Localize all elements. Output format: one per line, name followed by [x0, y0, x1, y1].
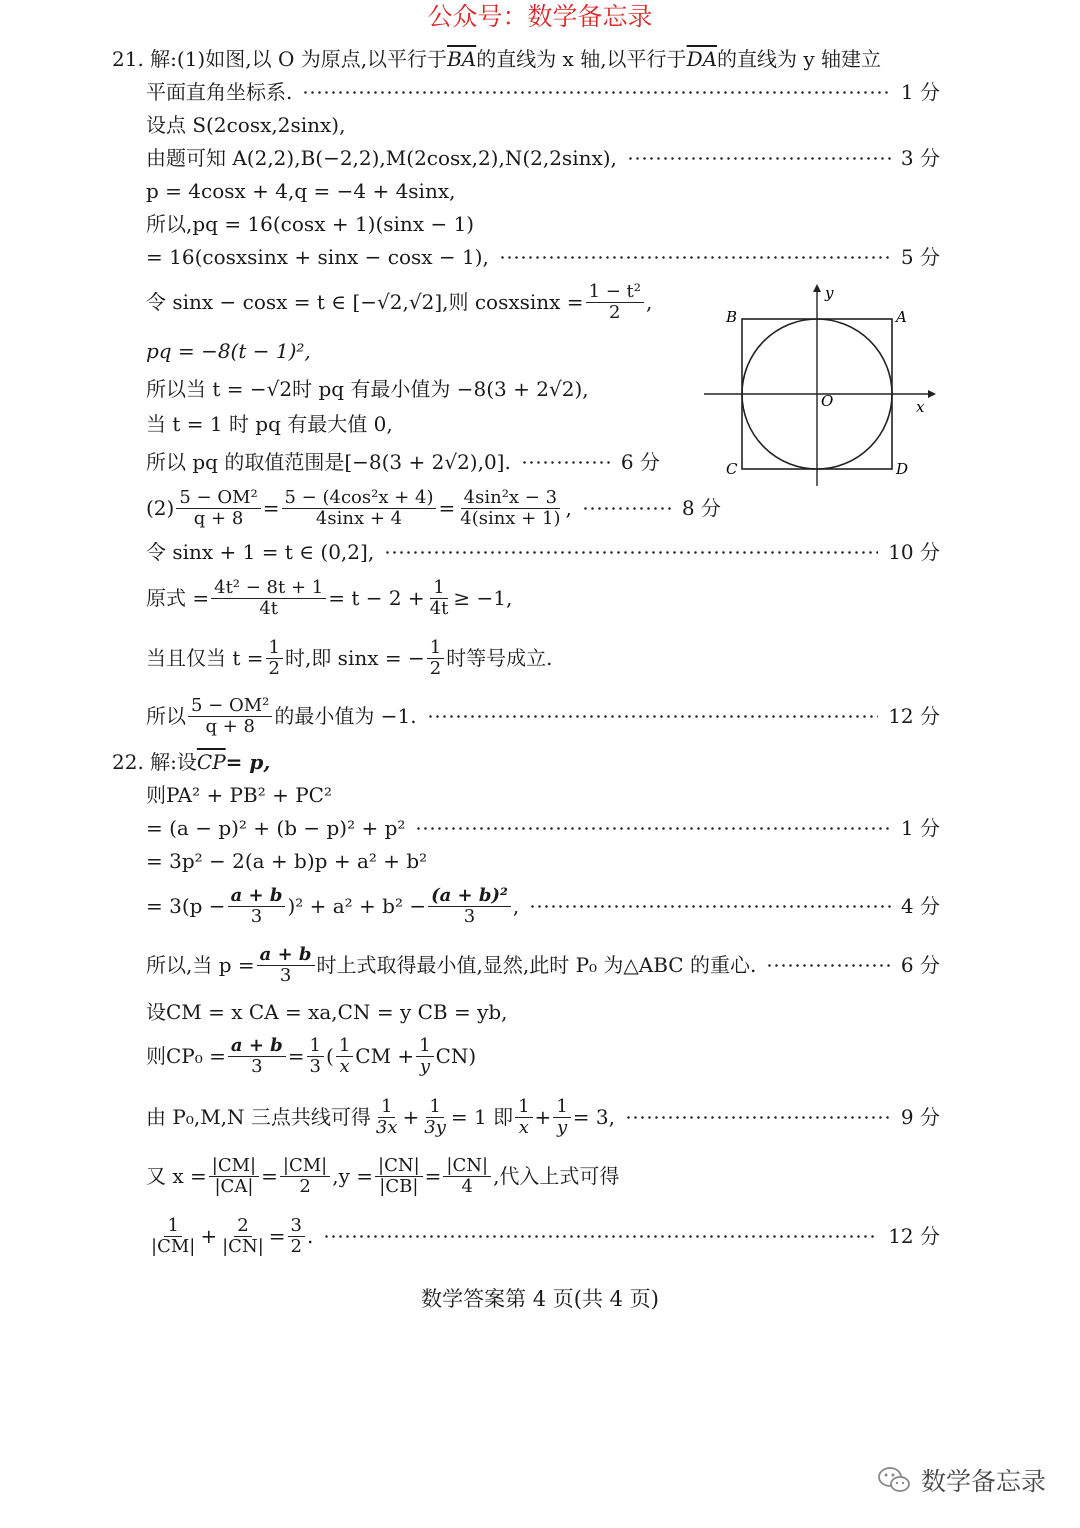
denominator: |CN|: [222, 1235, 264, 1257]
leader-dots: [521, 461, 611, 464]
text: 的直线为 y 轴建立: [717, 47, 882, 71]
text: =: [262, 496, 280, 520]
y-axis-arrow-icon: [813, 284, 821, 292]
wechat-icon: [877, 1465, 911, 1495]
label-x: x: [916, 398, 925, 416]
leader-dots: [582, 507, 672, 510]
vector-da: $\overline{DA}$: [686, 47, 718, 71]
q22-line-5: [146, 884, 940, 928]
leader-dots: [302, 91, 891, 94]
denominator: y: [419, 1055, 430, 1077]
text: 由 P₀,M,N 三点共线可得: [146, 1105, 371, 1129]
leader-dots: [627, 157, 891, 160]
label-d: D: [896, 460, 909, 478]
numerator: |CN|: [375, 1156, 423, 1177]
text: p = 4cosx + 4,q = −4 + 4sinx,: [146, 179, 456, 203]
denominator: |CB|: [379, 1175, 419, 1197]
denominator: q + 8: [193, 507, 244, 529]
denominator: 4t: [259, 597, 279, 619]
text: 的直线为 x 轴,以平行于: [476, 47, 687, 71]
vector-ba: $\overline{BA}$: [447, 47, 477, 71]
q21-line-1: [112, 42, 940, 76]
label-y: y: [825, 284, 834, 302]
q22-line-7: [146, 995, 508, 1029]
text: (2): [146, 496, 175, 520]
fraction: [288, 1216, 305, 1257]
q22-line-9: [146, 1095, 940, 1139]
fraction: [427, 638, 444, 679]
text: = 16(cosxsinx + sinx − cosx − 1),: [146, 245, 489, 269]
q21-line-14: [146, 535, 940, 569]
fraction: [336, 1036, 353, 1077]
text: +: [402, 1105, 420, 1129]
fraction: [257, 945, 315, 986]
denominator: |CA|: [214, 1175, 254, 1197]
denominator: 2: [609, 301, 621, 323]
q21-line-17: [146, 694, 940, 738]
numerator: a + b: [228, 886, 286, 907]
text: 时等号成立.: [446, 646, 553, 670]
denominator: q + 8: [205, 715, 255, 737]
text: 所以当 t = −√2时 pq 有最小值为 −8(3 + 2√2),: [146, 377, 589, 401]
leader-dots: [427, 715, 879, 718]
text: 时,即 sinx = −: [284, 646, 425, 670]
leader-dots: [625, 1116, 891, 1119]
denominator: 2: [429, 657, 442, 679]
watermark-text: 数学备忘录: [920, 1467, 1046, 1496]
text: ,: [646, 290, 653, 314]
q21-line-7: [146, 240, 940, 274]
score: 4 分: [900, 894, 940, 918]
numerator: |CN|: [443, 1156, 491, 1177]
text: 21. 解:(1)如图,以 O 为原点,以平行于: [112, 47, 448, 71]
numerator: 1: [427, 638, 444, 659]
numerator: 3: [288, 1216, 305, 1237]
text: =: [261, 1164, 278, 1188]
fraction: [586, 282, 644, 323]
text: 原式 =: [146, 586, 210, 610]
text: 则CP₀ =: [146, 1044, 226, 1068]
denominator: 3: [251, 1055, 263, 1077]
denominator: 4sinx + 4: [315, 507, 403, 529]
text: +: [534, 1105, 552, 1129]
text: = (a − p)² + (b − p)² + p²: [146, 816, 406, 840]
q21-line-5: [146, 174, 455, 208]
denominator: y: [556, 1116, 568, 1138]
q21-line-13: [146, 486, 721, 530]
text: =: [438, 496, 456, 520]
fraction: [443, 1156, 491, 1197]
fraction: [228, 886, 286, 927]
q21-line-4: [146, 141, 940, 175]
q22-line-11: [146, 1214, 940, 1258]
score: 6 分: [620, 450, 660, 474]
numerator: 5 − (4cos²x + 4): [282, 488, 437, 509]
denominator: 2: [268, 657, 280, 679]
text: =: [424, 1164, 442, 1188]
q22-line-2: [146, 778, 332, 812]
leader-dots: [766, 964, 891, 967]
numerator: 1: [426, 1097, 443, 1118]
watermark: [877, 1458, 1046, 1502]
leader-dots: [384, 551, 878, 554]
score: 12 分: [888, 704, 940, 728]
text: = 1 即: [450, 1105, 514, 1129]
score: 9 分: [900, 1105, 940, 1129]
fraction: [176, 488, 260, 529]
text: 令 sinx − cosx = t ∈ [−√2,√2],则 cosxsinx =: [146, 290, 584, 314]
fraction: [457, 488, 563, 529]
denominator: 3y: [424, 1116, 446, 1138]
fraction: [373, 1097, 401, 1138]
text: ≥ −1,: [453, 586, 513, 610]
fraction: [307, 1036, 324, 1077]
label-b: B: [726, 308, 738, 326]
q22-line-3: [146, 811, 940, 845]
text: 当 t = 1 时 pq 有最大值 0,: [146, 412, 393, 436]
q22-line-8: [146, 1034, 476, 1078]
numerator: 5 − OM²: [176, 488, 260, 509]
q21-line-6: [146, 207, 474, 241]
text: 设点 S(2cosx,2sinx),: [146, 113, 346, 137]
q21-line-8: [146, 280, 652, 324]
fraction: [209, 1156, 259, 1197]
q21-line-16: [146, 636, 553, 680]
numerator: a + b: [257, 945, 315, 966]
numerator: 1: [378, 1097, 395, 1118]
text: 当且仅当 t =: [146, 646, 264, 670]
leader-dots: [323, 1235, 878, 1238]
fraction: [416, 1036, 433, 1077]
fraction: [211, 578, 326, 619]
text: 22. 解:设: [112, 750, 197, 774]
text: = 3p² − 2(a + b)p + a² + b²: [146, 849, 428, 873]
label-c: C: [726, 460, 738, 478]
text: CN): [435, 1044, 477, 1068]
denominator: 3: [279, 964, 292, 986]
x-axis-arrow-icon: [928, 390, 936, 398]
numerator: 1: [164, 1216, 181, 1237]
text: 则PA² + PB² + PC²: [146, 783, 332, 807]
fraction: [228, 1036, 286, 1077]
numerator: 1: [266, 638, 283, 659]
label-o: O: [821, 392, 834, 410]
score: 1 分: [900, 80, 940, 104]
text: 所以,pq = 16(cosx + 1)(sinx − 1): [146, 212, 475, 236]
denominator: 3x: [375, 1116, 398, 1138]
fraction: [515, 1097, 532, 1138]
leader-dots: [529, 905, 891, 908]
text: 令 sinx + 1 = t ∈ (0,2],: [146, 540, 375, 564]
denominator: 4: [461, 1175, 473, 1197]
fraction: [427, 578, 452, 619]
text: = t − 2 +: [328, 586, 425, 610]
q21-line-11: [146, 407, 393, 441]
denominator: 3: [309, 1055, 321, 1077]
numerator: 1: [553, 1097, 570, 1118]
score: 3 分: [900, 146, 940, 170]
text: +: [200, 1224, 218, 1248]
numerator: 4t² − 8t + 1: [211, 578, 326, 599]
header-banner: 公众号：数学备忘录: [427, 2, 653, 31]
text: 所以,当 p =: [146, 953, 255, 977]
text: 所以 pq 的取值范围是[−8(3 + 2√2),0].: [146, 450, 511, 474]
leader-dots: [499, 256, 891, 259]
text: 又 x =: [146, 1164, 207, 1188]
text: 的最小值为 −1.: [274, 704, 417, 728]
numerator: a + b: [228, 1036, 286, 1057]
text: 设CM = x CA = xa,CN = y CB = yb,: [146, 1000, 508, 1024]
numerator: 1: [307, 1036, 324, 1057]
leader-dots: [415, 827, 891, 830]
q22-line-6: [146, 943, 940, 987]
denominator: 2: [299, 1175, 311, 1197]
fraction: [375, 1156, 423, 1197]
fraction: [421, 1097, 449, 1138]
numerator: 4sin²x − 3: [461, 488, 560, 509]
vector-cp: $\overline{CP}$: [196, 750, 226, 774]
denominator: 4(sinx + 1): [460, 507, 561, 529]
text: 所以: [146, 704, 186, 728]
text: ,: [512, 894, 520, 918]
label-a: A: [896, 308, 907, 326]
numerator: |CM|: [280, 1156, 330, 1177]
denominator: 4t: [429, 597, 449, 619]
numerator: |CM|: [209, 1156, 259, 1177]
q22-line-1: [112, 745, 270, 779]
score: 12 分: [888, 1224, 940, 1248]
text: )² + a² + b² −: [287, 894, 427, 918]
text: .: [306, 1224, 314, 1248]
q22-line-4: [146, 844, 427, 878]
q21-line-2: [146, 75, 940, 109]
fraction: [428, 886, 511, 927]
score: 5 分: [900, 245, 940, 269]
numerator: 1: [336, 1036, 353, 1057]
numerator: (a + b)²: [428, 886, 511, 907]
text: = 3,: [572, 1105, 615, 1129]
text: (: [326, 1044, 334, 1068]
fraction: [266, 638, 283, 679]
denominator: 3: [250, 905, 263, 927]
fraction: [553, 1097, 570, 1138]
q21-line-15: [146, 576, 512, 620]
score: 1 分: [900, 816, 940, 840]
text: pq = −8(t − 1)²,: [146, 339, 311, 363]
fraction: [188, 696, 272, 737]
text: 平面直角坐标系.: [146, 80, 293, 104]
fraction: [280, 1156, 330, 1197]
score: 6 分: [900, 953, 940, 977]
q21-line-10: [146, 372, 589, 406]
square-circle-figure: [698, 282, 938, 487]
denominator: x: [339, 1055, 350, 1077]
text: =: [287, 1044, 305, 1068]
numerator: 1: [515, 1097, 532, 1118]
numerator: 1: [430, 578, 447, 599]
q21-line-3: [146, 108, 345, 142]
text: = 3(p −: [146, 894, 226, 918]
score: 10 分: [888, 540, 940, 564]
numerator: 5 − OM²: [188, 696, 272, 717]
q21-line-9: [146, 334, 311, 368]
fraction: [219, 1216, 267, 1257]
page-footer: 数学答案第 4 页(共 4 页): [421, 1287, 659, 1311]
fraction: [148, 1216, 198, 1257]
text: 由题可知 A(2,2),B(−2,2),M(2cosx,2),N(2,2sinx),: [146, 146, 617, 170]
numerator: 1 − t²: [586, 282, 644, 303]
numerator: 1: [416, 1036, 433, 1057]
denominator: |CM|: [151, 1235, 196, 1257]
text: = p,: [225, 750, 271, 774]
text: =: [268, 1224, 286, 1248]
text: ,y =: [332, 1164, 373, 1188]
numerator: 2: [234, 1216, 251, 1237]
q21-line-12: [146, 445, 660, 479]
denominator: x: [518, 1116, 529, 1138]
denominator: 2: [290, 1235, 302, 1257]
text: CM +: [355, 1044, 415, 1068]
fraction: [282, 488, 437, 529]
score: 8 分: [681, 496, 721, 520]
q22-line-10: [146, 1154, 619, 1198]
text: ,: [565, 496, 572, 520]
text: ,代入上式可得: [493, 1164, 620, 1188]
text: 时上式取得最小值,显然,此时 P₀ 为△ABC 的重心.: [316, 953, 757, 977]
denominator: 3: [463, 905, 476, 927]
